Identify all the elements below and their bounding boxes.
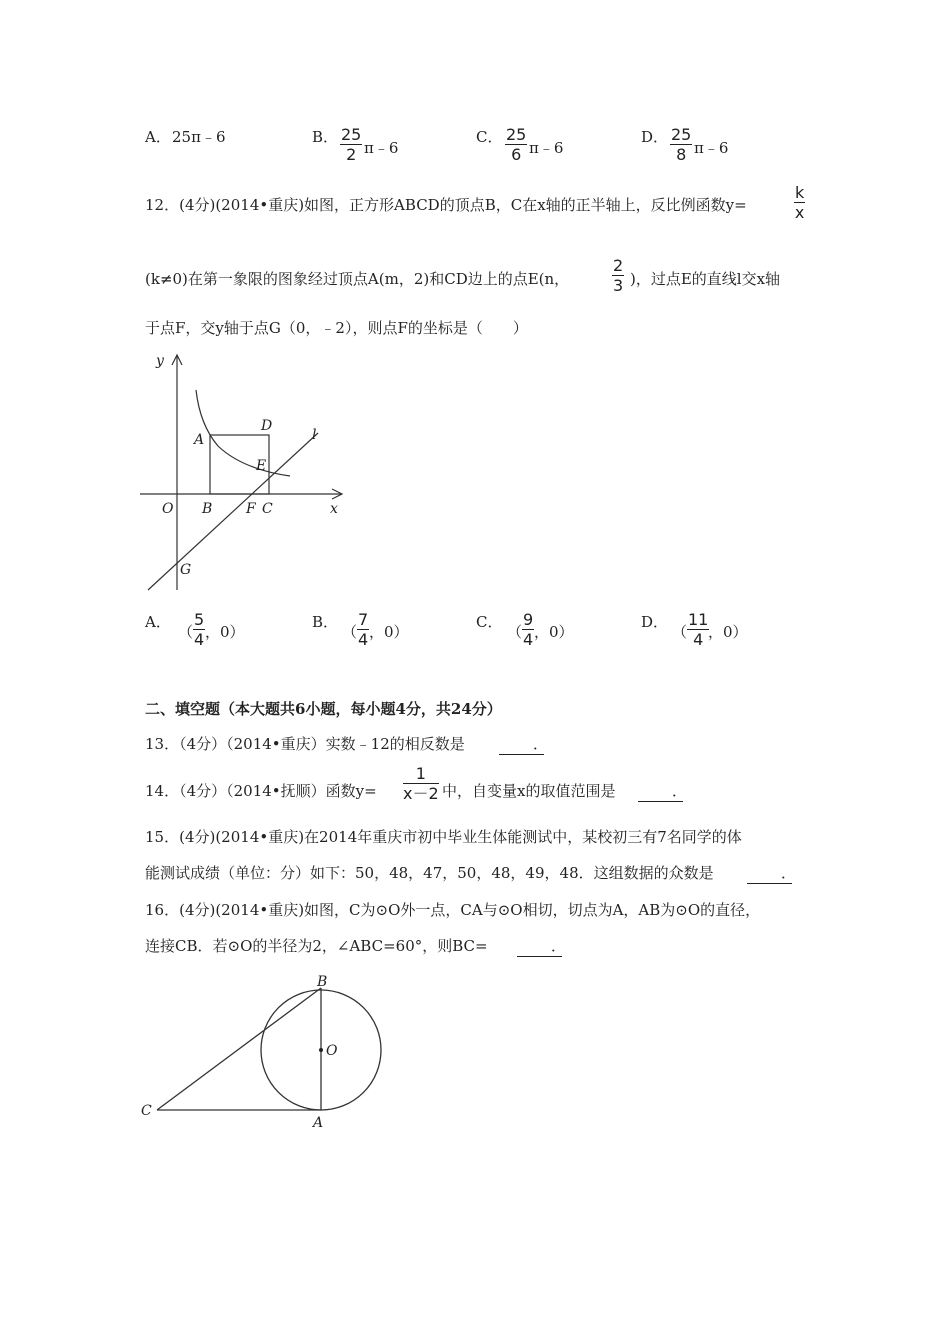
q12-option-b-numerator: 7 [358, 610, 369, 629]
center-point [319, 1048, 323, 1052]
label-a: A [194, 432, 205, 448]
q13-text: 13．（4分）（2014•重庆）实数﹣12的相反数是 [145, 735, 465, 753]
label-b: B [317, 974, 328, 990]
q12-figure [130, 345, 360, 595]
q12-option-c-numerator: 9 [523, 610, 534, 629]
q11-option-d-tail: π﹣6 [694, 139, 729, 157]
section-2-title: 二、填空题（本大题共6小题，每小题4分，共24分） [145, 700, 502, 718]
q14-fraction [403, 766, 439, 802]
q12-option-b-close: ，0） [369, 623, 409, 641]
q12-option-b-open: （ [342, 623, 358, 641]
q12-k-numerator: k [795, 183, 805, 202]
q12-option-c-denominator: 4 [523, 630, 534, 649]
label-x: x [330, 501, 338, 517]
q15-line-1: 15．(4分)(2014•重庆)在2014年重庆市初中毕业生体能测试中，某校初三有7名同学的体 [145, 828, 742, 846]
q14-numerator: 1 [403, 766, 439, 784]
q12-line-3: 于点F，交y轴于点G（0，﹣2），则点F的坐标是（ ） [145, 319, 528, 337]
q12-option-c-fraction [522, 612, 534, 648]
q12-option-d-close: ，0） [708, 623, 748, 641]
q12-option-c-open: （ [507, 623, 523, 641]
label-d: D [261, 418, 273, 434]
q12-line-2a: (k≠0)在第一象限的图象经过顶点A(m，2)和CD边上的点E(n， [145, 270, 570, 288]
q11-option-c-tail: π﹣6 [529, 139, 564, 157]
q12-option-a-fraction [193, 612, 205, 648]
label-o: O [326, 1043, 338, 1059]
q12-k-over-x-fraction [794, 185, 805, 221]
label-o: O [162, 501, 174, 517]
q12-e-y-fraction [612, 258, 624, 294]
q12-option-a-close: ，0） [205, 623, 245, 641]
label-y: y [156, 353, 164, 369]
q12-option-b-fraction [357, 612, 369, 648]
q11-option-b-tail: π﹣6 [364, 139, 399, 157]
q11-option-c-label: C． [476, 128, 503, 146]
q12-option-c-label: C． [476, 613, 503, 631]
q14-denominator: x－2 [403, 784, 439, 803]
label-e: E [256, 458, 267, 474]
q16-line-2: 连接CB．若⊙O的半径为2，∠ABC=60°，则BC= [145, 937, 488, 955]
q11-option-c-denominator: 6 [511, 145, 522, 164]
q14-pre: 14．（4分）（2014•抚顺）函数y= [145, 782, 377, 800]
q11-option-b-fraction [340, 127, 362, 163]
label-f: F [246, 501, 256, 517]
line-l [148, 433, 318, 590]
label-g: G [180, 562, 192, 578]
q12-option-d-open: （ [672, 623, 688, 641]
label-b: B [202, 501, 213, 517]
q12-option-c-close: ，0） [534, 623, 574, 641]
q12-line-1: 12．(4分)(2014•重庆)如图，正方形ABCD的顶点B，C在x轴的正半轴上，反比例函数y= [145, 196, 747, 214]
q11-option-d-numerator: 25 [671, 125, 692, 144]
q11-option-c-numerator: 25 [506, 125, 527, 144]
q11-option-c-fraction [505, 127, 527, 163]
q11-option-d-denominator: 8 [676, 145, 687, 164]
q12-option-d-label: D． [641, 613, 669, 631]
q15-line-2: 能测试成绩（单位：分）如下：50，48，47，50，48，49，48．这组数据的众数是 [145, 864, 714, 882]
q12-option-a-denominator: 4 [194, 630, 205, 649]
q12-e-denominator: 3 [613, 276, 624, 295]
q12-option-b-label: B． [312, 613, 339, 631]
q11-option-b-label: B． [312, 128, 339, 146]
q15-end: ． [781, 864, 797, 882]
q12-option-a-open: （ [178, 623, 194, 641]
q13-end: ． [533, 735, 549, 753]
q12-x-denominator: x [794, 203, 805, 222]
q12-option-a-numerator: 5 [194, 610, 205, 629]
q12-line-2b: )，过点E的直线l交x轴 [630, 270, 781, 288]
q11-option-a-text: 25π﹣6 [172, 128, 226, 146]
q12-e-numerator: 2 [613, 256, 624, 275]
q14-post: 中，自变量x的取值范围是 [442, 782, 616, 800]
q12-option-d-denominator: 4 [693, 630, 704, 649]
q11-option-b-numerator: 25 [341, 125, 362, 144]
segment-cb [157, 988, 321, 1110]
q11-option-d-fraction [670, 127, 692, 163]
q16-end: ． [551, 937, 567, 955]
q12-option-a-label: A． [145, 613, 171, 631]
q11-option-d-label: D． [641, 128, 669, 146]
q12-option-d-numerator: 11 [688, 610, 709, 629]
q14-end: ． [672, 782, 688, 800]
q16-figure [135, 970, 395, 1135]
label-l: l [312, 427, 317, 443]
label-c: C [262, 501, 273, 517]
q12-option-d-fraction [687, 612, 709, 648]
q16-line-1: 16．(4分)(2014•重庆)如图，C为⊙O外一点，CA与⊙O相切，切点为A，AB为⊙O的直径， [145, 901, 761, 919]
q11-option-a-label: A． [145, 128, 171, 146]
label-c: C [141, 1103, 152, 1119]
q12-option-b-denominator: 4 [358, 630, 369, 649]
q11-option-b-denominator: 2 [346, 145, 357, 164]
label-a: A [313, 1115, 324, 1131]
